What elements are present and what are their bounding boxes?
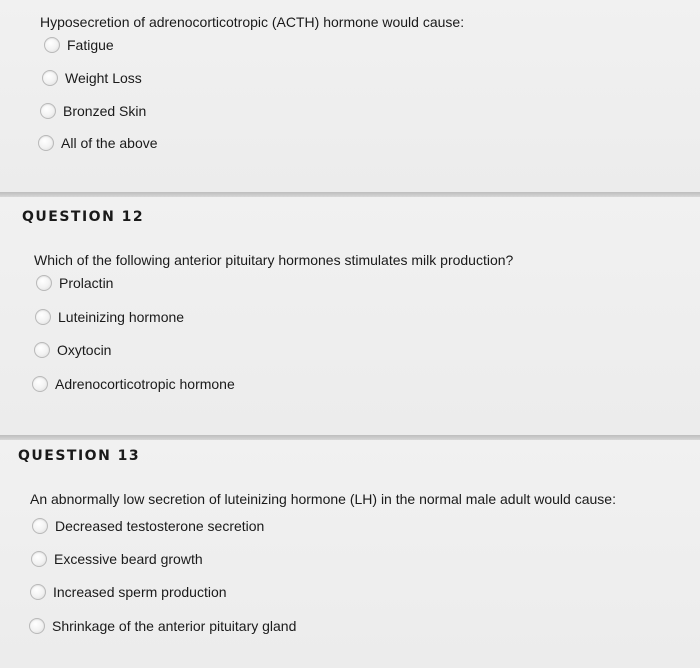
option-label: Shrinkage of the anterior pituitary gland bbox=[52, 618, 297, 634]
radio-button-icon[interactable] bbox=[31, 551, 47, 567]
radio-button-icon[interactable] bbox=[42, 70, 58, 86]
option-label: Weight Loss bbox=[65, 70, 142, 86]
question-12-text: Which of the following anterior pituitary hormones stimulates milk production? bbox=[34, 252, 514, 268]
option-label: Bronzed Skin bbox=[63, 103, 147, 119]
option-label: Fatigue bbox=[67, 37, 114, 53]
radio-button-icon[interactable] bbox=[32, 518, 48, 534]
question-13-header: QUESTION 13 bbox=[18, 448, 141, 464]
radio-button-icon[interactable] bbox=[35, 309, 51, 325]
option-label: All of the above bbox=[61, 135, 158, 151]
option-label: Oxytocin bbox=[57, 342, 112, 358]
q12-option-adrenocorticotropic-hormone[interactable] bbox=[32, 376, 235, 392]
question-12-block bbox=[0, 197, 700, 437]
option-label: Excessive beard growth bbox=[54, 551, 203, 567]
option-label: Luteinizing hormone bbox=[58, 309, 185, 325]
q13-option-excessive-beard-growth[interactable] bbox=[31, 551, 203, 567]
q13-option-decreased-testosterone[interactable] bbox=[32, 518, 264, 534]
q12-option-luteinizing-hormone[interactable] bbox=[35, 309, 184, 325]
radio-button-icon[interactable] bbox=[36, 275, 52, 291]
q13-option-shrinkage-anterior-pituitary[interactable] bbox=[29, 618, 296, 634]
option-label: Decreased testosterone secretion bbox=[55, 518, 265, 534]
radio-button-icon[interactable] bbox=[30, 584, 46, 600]
question-13-block bbox=[0, 440, 700, 668]
q12-option-prolactin[interactable] bbox=[36, 275, 113, 291]
radio-button-icon[interactable] bbox=[44, 37, 60, 53]
question-11-text: Hyposecretion of adrenocorticotropic (ACTH) hormone would cause: bbox=[40, 14, 465, 30]
option-label: Increased sperm production bbox=[53, 584, 227, 600]
question-11-block bbox=[0, 0, 700, 196]
radio-button-icon[interactable] bbox=[34, 342, 50, 358]
radio-button-icon[interactable] bbox=[40, 103, 56, 119]
q11-option-bronzed-skin[interactable] bbox=[40, 103, 146, 119]
q12-option-oxytocin[interactable] bbox=[34, 342, 111, 358]
q11-option-weight-loss[interactable] bbox=[42, 70, 142, 86]
q13-option-increased-sperm-production[interactable] bbox=[30, 584, 227, 600]
option-label: Prolactin bbox=[59, 275, 114, 291]
radio-button-icon[interactable] bbox=[32, 376, 48, 392]
question-12-header: QUESTION 12 bbox=[22, 209, 145, 225]
q11-option-fatigue[interactable] bbox=[44, 37, 114, 53]
question-13-text: An abnormally low secretion of luteinizing hormone (LH) in the normal male adult would cause: bbox=[30, 491, 616, 507]
q11-option-all-of-the-above[interactable] bbox=[38, 135, 158, 151]
option-label: Adrenocorticotropic hormone bbox=[55, 376, 235, 392]
radio-button-icon[interactable] bbox=[38, 135, 54, 151]
radio-button-icon[interactable] bbox=[29, 618, 45, 634]
